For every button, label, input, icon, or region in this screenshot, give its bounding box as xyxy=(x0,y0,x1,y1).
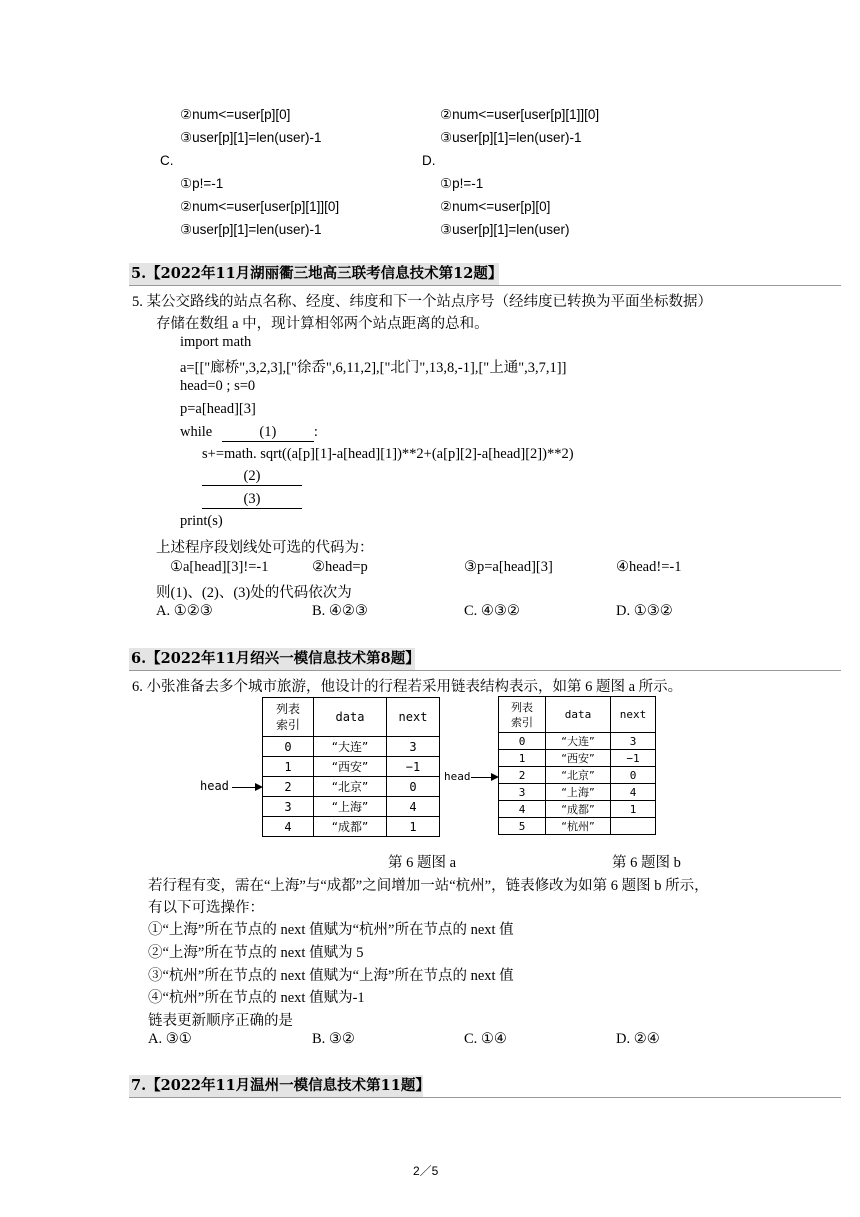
table-row xyxy=(263,797,440,817)
q5-option-2: ②head=p xyxy=(312,559,368,575)
q6-head-arrow-a-icon xyxy=(255,783,263,791)
q6-choice-b[interactable]: B. ③② xyxy=(312,1031,355,1047)
table-cell: −1 xyxy=(387,757,440,777)
option-d-item-1: ①p!=-1 xyxy=(440,176,484,191)
table-cell: 4 xyxy=(387,797,440,817)
option-a-item-2: ②num<=user[p][0] xyxy=(180,107,291,122)
q5-option-4: ④head!=-1 xyxy=(616,559,682,575)
q5-code-line4: p=a[head][3] xyxy=(180,401,256,417)
q7-header-rule xyxy=(129,1097,841,1098)
option-b-item-2: ②num<=user[user[p][1]][0] xyxy=(440,107,600,122)
q6-body-line2: 有以下可选操作： xyxy=(148,900,264,916)
q5-option-3: ③p=a[head][3] xyxy=(464,559,553,575)
q5-blank-3[interactable]: (3) xyxy=(202,491,302,509)
q5-while-keyword: while xyxy=(180,424,213,440)
q6-head-arrow-b-line xyxy=(471,777,492,778)
q5-code-line9: print(s) xyxy=(180,513,223,529)
table-cell: −1 xyxy=(611,750,656,767)
table-cell: 2 xyxy=(263,777,314,797)
q5-code-line8 xyxy=(202,491,302,509)
q6-table-a xyxy=(262,697,440,837)
table-cell: “北京” xyxy=(314,777,387,797)
q5-stem-line1: 5. 某公交路线的站点名称、经度、纬度和下一个站点序号（经纬度已转换为平面坐标数据） xyxy=(132,294,712,310)
q5-code-line2: a=[["廊桥",3,2,3],["徐岙",6,11,2],["北门",13,8,-1],["上通",3,7,1]] xyxy=(180,360,567,376)
table-cell: 1 xyxy=(499,750,546,767)
q6-head-arrow-a-line xyxy=(232,787,256,788)
table-cell: 3 xyxy=(499,784,546,801)
table-cell: 0 xyxy=(499,733,546,750)
option-d-item-2: ②num<=user[p][0] xyxy=(440,199,551,214)
table-row xyxy=(499,784,656,801)
table-row xyxy=(499,818,656,835)
table-cell: 1 xyxy=(611,801,656,818)
option-b-item-3: ③user[p][1]=len(user)-1 xyxy=(440,130,582,145)
q6-caption-b: 第 6 题图 b xyxy=(612,855,681,871)
table-row xyxy=(499,767,656,784)
q5-header: 5.【2022年11月湖丽衢三地高三联考信息技术第12题】 xyxy=(129,263,499,285)
option-c-item-2: ②num<=user[user[p][1]][0] xyxy=(180,199,340,214)
q5-option-1: ①a[head][3]!=-1 xyxy=(170,559,269,575)
table-cell: 0 xyxy=(387,777,440,797)
table-cell: “大连” xyxy=(314,737,387,757)
option-a-item-3: ③user[p][1]=len(user)-1 xyxy=(180,130,322,145)
table-cell: “西安” xyxy=(546,750,611,767)
table-cell: 1 xyxy=(263,757,314,777)
q6-op-4: ④“杭州”所在节点的 next 值赋为-1 xyxy=(148,990,365,1006)
q6-table-b-col-next: next xyxy=(611,697,656,733)
q6-choice-c[interactable]: C. ①④ xyxy=(464,1031,507,1047)
q6-op-3: ③“杭州”所在节点的 next 值赋为“上海”所在节点的 next 值 xyxy=(148,968,514,984)
table-cell: 4 xyxy=(611,784,656,801)
table-cell: “成都” xyxy=(546,801,611,818)
q6-head-arrow-b-icon xyxy=(491,773,499,781)
option-c-label: C. xyxy=(160,153,174,168)
q5-choice-a[interactable]: A. ①②③ xyxy=(156,603,213,619)
table-row xyxy=(263,777,440,797)
table-cell: “上海” xyxy=(314,797,387,817)
q5-code-line6: s+=math. sqrt((a[p][1]-a[head][1])**2+(a[p][2]-a[head][2])**2) xyxy=(202,446,574,462)
table-row xyxy=(499,801,656,818)
q5-header-rule xyxy=(129,285,841,286)
q5-ask: 则(1)、(2)、(3)处的代码依次为 xyxy=(156,585,352,601)
q6-header: 6.【2022年11月绍兴一模信息技术第8题】 xyxy=(129,648,415,670)
q6-choice-d[interactable]: D. ②④ xyxy=(616,1031,660,1047)
q6-ask: 链表更新顺序正确的是 xyxy=(148,1013,293,1029)
table-cell xyxy=(611,818,656,835)
q6-table-a-col-index: 列表 索引 xyxy=(263,698,314,737)
table-row xyxy=(263,757,440,777)
q5-code-line3: head=0 ; s=0 xyxy=(180,378,256,394)
q5-while-colon: : xyxy=(313,424,318,440)
table-cell: 3 xyxy=(387,737,440,757)
q6-caption-a: 第 6 题图 a xyxy=(388,855,457,871)
table-cell: “成都” xyxy=(314,817,387,837)
table-cell: 1 xyxy=(387,817,440,837)
q5-code-line5 xyxy=(180,424,318,442)
table-row xyxy=(263,817,440,837)
option-d-item-3: ③user[p][1]=len(user) xyxy=(440,222,570,237)
q5-blank-1[interactable]: (1) xyxy=(222,424,314,442)
table-cell: “大连” xyxy=(546,733,611,750)
q6-table-a-header-row xyxy=(263,698,440,737)
table-cell: 4 xyxy=(263,817,314,837)
table-cell: 2 xyxy=(499,767,546,784)
q5-code-line1: import math xyxy=(180,334,252,350)
option-c-item-3: ③user[p][1]=len(user)-1 xyxy=(180,222,322,237)
q6-body-line1: 若行程有变，需在“上海”与“成都”之间增加一站“杭州”，链表修改为如第 6 题图 b 所示， xyxy=(148,878,709,894)
q5-choice-b[interactable]: B. ④②③ xyxy=(312,603,368,619)
q6-stem: 6. 小张准备去多个城市旅游，他设计的行程若采用链表结构表示，如第 6 题图 a 所示。 xyxy=(132,679,683,695)
q5-choice-d[interactable]: D. ①③② xyxy=(616,603,673,619)
q5-code-line7 xyxy=(202,468,302,486)
table-cell: 0 xyxy=(263,737,314,757)
q6-head-label-a: head xyxy=(200,779,229,793)
table-cell: “西安” xyxy=(314,757,387,777)
q6-table-b xyxy=(498,696,656,835)
q6-table-b-col-data: data xyxy=(546,697,611,733)
table-cell: “北京” xyxy=(546,767,611,784)
table-cell: “杭州” xyxy=(546,818,611,835)
q6-table-a-col-next: next xyxy=(387,698,440,737)
table-cell: 4 xyxy=(499,801,546,818)
page-number: 2／5 xyxy=(413,1164,439,1178)
q6-choice-a[interactable]: A. ③① xyxy=(148,1031,192,1047)
q6-table-b-col-index: 列表 索引 xyxy=(499,697,546,733)
q5-choice-c[interactable]: C. ④③② xyxy=(464,603,520,619)
table-cell: 3 xyxy=(611,733,656,750)
table-cell: “上海” xyxy=(546,784,611,801)
q6-op-2: ②“上海”所在节点的 next 值赋为 5 xyxy=(148,945,364,961)
q6-table-b-header-row xyxy=(499,697,656,733)
table-cell: 5 xyxy=(499,818,546,835)
table-row xyxy=(263,737,440,757)
table-row xyxy=(499,750,656,767)
q6-table-a-col-data: data xyxy=(314,698,387,737)
option-d-label: D. xyxy=(422,153,436,168)
table-cell: 3 xyxy=(263,797,314,817)
q6-op-1: ①“上海”所在节点的 next 值赋为“杭州”所在节点的 next 值 xyxy=(148,922,514,938)
q5-blank-2[interactable]: (2) xyxy=(202,468,302,486)
q7-header: 7.【2022年11月温州一模信息技术第11题】 xyxy=(129,1075,423,1097)
q5-prompt: 上述程序段划线处可选的代码为： xyxy=(156,540,374,556)
q6-header-rule xyxy=(129,670,841,671)
q5-stem-line2: 存储在数组 a 中，现计算相邻两个站点距离的总和。 xyxy=(156,316,489,332)
table-cell: 0 xyxy=(611,767,656,784)
table-row xyxy=(499,733,656,750)
option-c-item-1: ①p!=-1 xyxy=(180,176,224,191)
q6-head-label-b: head xyxy=(444,770,471,783)
